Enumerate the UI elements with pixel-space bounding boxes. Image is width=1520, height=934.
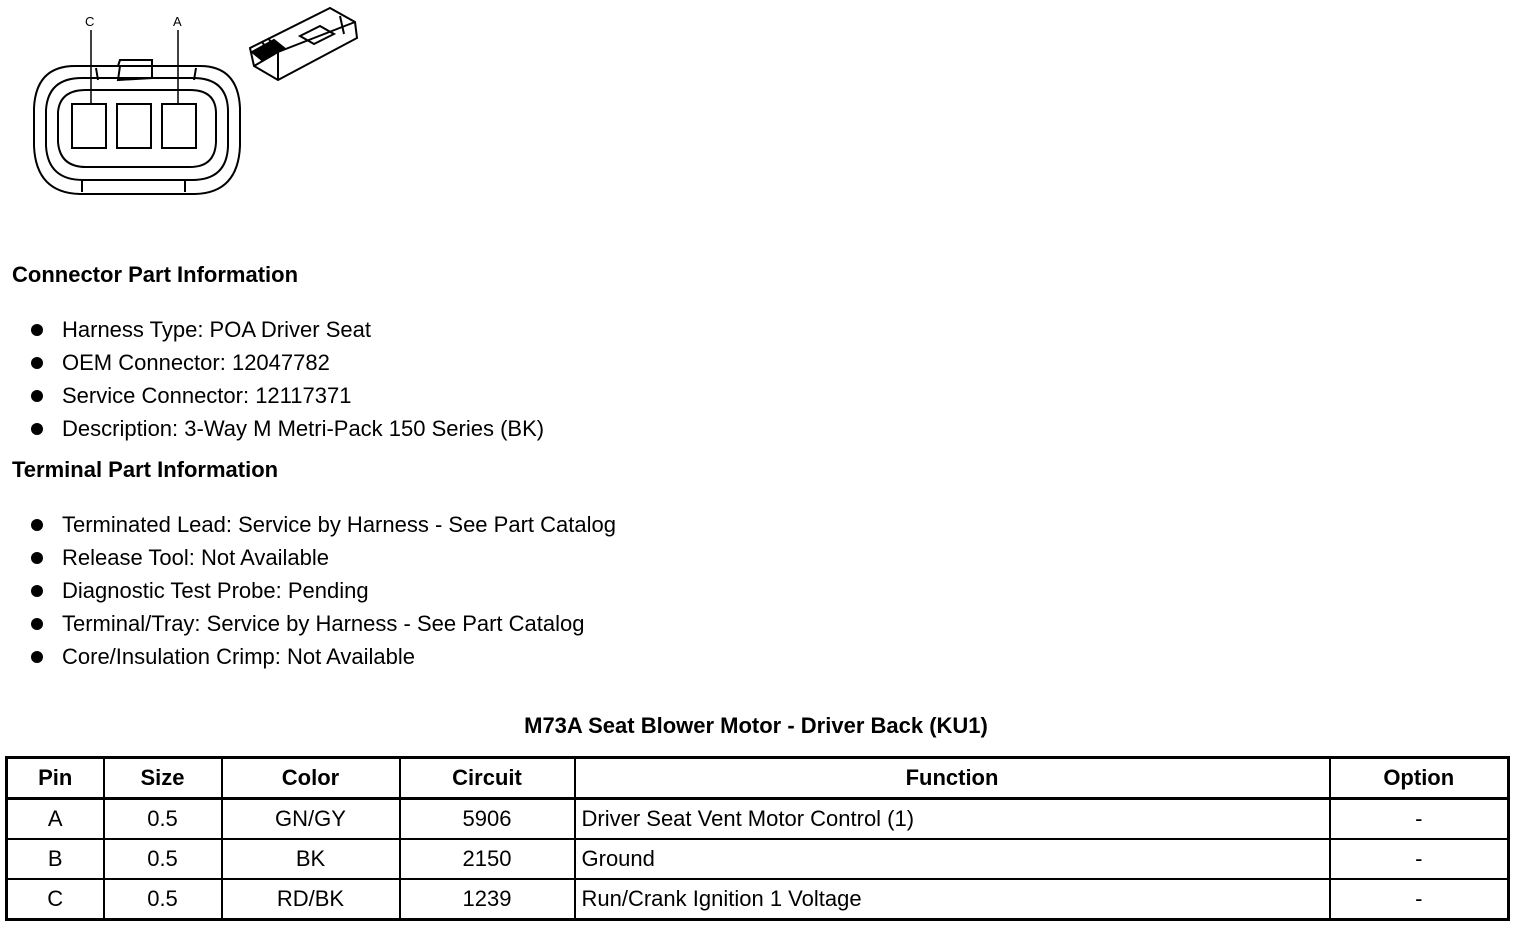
list-item-text: Release Tool: Not Available bbox=[62, 545, 330, 570]
cell-circuit: 1239 bbox=[400, 879, 575, 920]
list-item-text: Description: 3-Way M Metri-Pack 150 Series (BK) bbox=[62, 416, 545, 441]
pin-label-c: C bbox=[85, 14, 95, 29]
bullet-icon bbox=[31, 552, 43, 564]
bullet-icon bbox=[31, 585, 43, 597]
cell-option: - bbox=[1330, 879, 1509, 920]
connector-diagram bbox=[0, 0, 380, 210]
table-row bbox=[7, 799, 1509, 840]
list-item bbox=[30, 381, 544, 414]
header-color: Color bbox=[222, 758, 400, 799]
cell-color: GN/GY bbox=[222, 799, 400, 840]
list-item bbox=[30, 543, 616, 576]
list-item-text: Service Connector: 12117371 bbox=[62, 383, 352, 408]
cell-pin: B bbox=[7, 839, 104, 879]
pin-label-a: A bbox=[173, 14, 182, 29]
cell-color: RD/BK bbox=[222, 879, 400, 920]
header-circuit: Circuit bbox=[400, 758, 575, 799]
cell-function: Run/Crank Ignition 1 Voltage bbox=[575, 879, 1330, 920]
list-item bbox=[30, 510, 616, 543]
bullet-icon bbox=[31, 324, 43, 336]
table-row bbox=[7, 879, 1509, 920]
cell-pin: A bbox=[7, 799, 104, 840]
cell-option: - bbox=[1330, 839, 1509, 879]
cell-circuit: 5906 bbox=[400, 799, 575, 840]
table-title: M73A Seat Blower Motor - Driver Back (KU1) bbox=[524, 713, 988, 738]
list-item-text: Terminal/Tray: Service by Harness - See Part Catalog bbox=[62, 611, 585, 636]
cell-size: 0.5 bbox=[104, 839, 222, 879]
header-function: Function bbox=[575, 758, 1330, 799]
cell-pin: C bbox=[7, 879, 104, 920]
list-item-text: Terminated Lead: Service by Harness - See Part Catalog bbox=[62, 512, 616, 537]
connector-face-icon bbox=[34, 30, 240, 194]
list-item-text: Diagnostic Test Probe: Pending bbox=[62, 578, 369, 603]
bullet-icon bbox=[31, 651, 43, 663]
bullet-icon bbox=[31, 390, 43, 402]
list-item bbox=[30, 414, 544, 447]
pinout-table bbox=[5, 756, 1510, 921]
header-option: Option bbox=[1330, 758, 1509, 799]
cell-function: Ground bbox=[575, 839, 1330, 879]
list-item bbox=[30, 315, 544, 348]
list-item bbox=[30, 642, 616, 675]
list-item-text: OEM Connector: 12047782 bbox=[62, 350, 330, 375]
cell-option: - bbox=[1330, 799, 1509, 840]
header-pin: Pin bbox=[7, 758, 104, 799]
list-item bbox=[30, 348, 544, 381]
cell-color: BK bbox=[222, 839, 400, 879]
list-item-text: Harness Type: POA Driver Seat bbox=[62, 317, 371, 342]
table-header-row bbox=[7, 758, 1509, 799]
cell-function: Driver Seat Vent Motor Control (1) bbox=[575, 799, 1330, 840]
connector-info-list bbox=[30, 315, 544, 447]
list-item bbox=[30, 576, 616, 609]
header-size: Size bbox=[104, 758, 222, 799]
connector-body-icon bbox=[250, 8, 357, 80]
list-item-text: Core/Insulation Crimp: Not Available bbox=[62, 644, 415, 669]
bullet-icon bbox=[31, 423, 43, 435]
list-item bbox=[30, 609, 616, 642]
terminal-info-list bbox=[30, 510, 616, 675]
terminal-info-heading: Terminal Part Information bbox=[12, 457, 279, 482]
cell-size: 0.5 bbox=[104, 879, 222, 920]
bullet-icon bbox=[31, 519, 43, 531]
cell-circuit: 2150 bbox=[400, 839, 575, 879]
bullet-icon bbox=[31, 357, 43, 369]
bullet-icon bbox=[31, 618, 43, 630]
table-row bbox=[7, 839, 1509, 879]
cell-size: 0.5 bbox=[104, 799, 222, 840]
connector-info-heading: Connector Part Information bbox=[12, 262, 299, 287]
